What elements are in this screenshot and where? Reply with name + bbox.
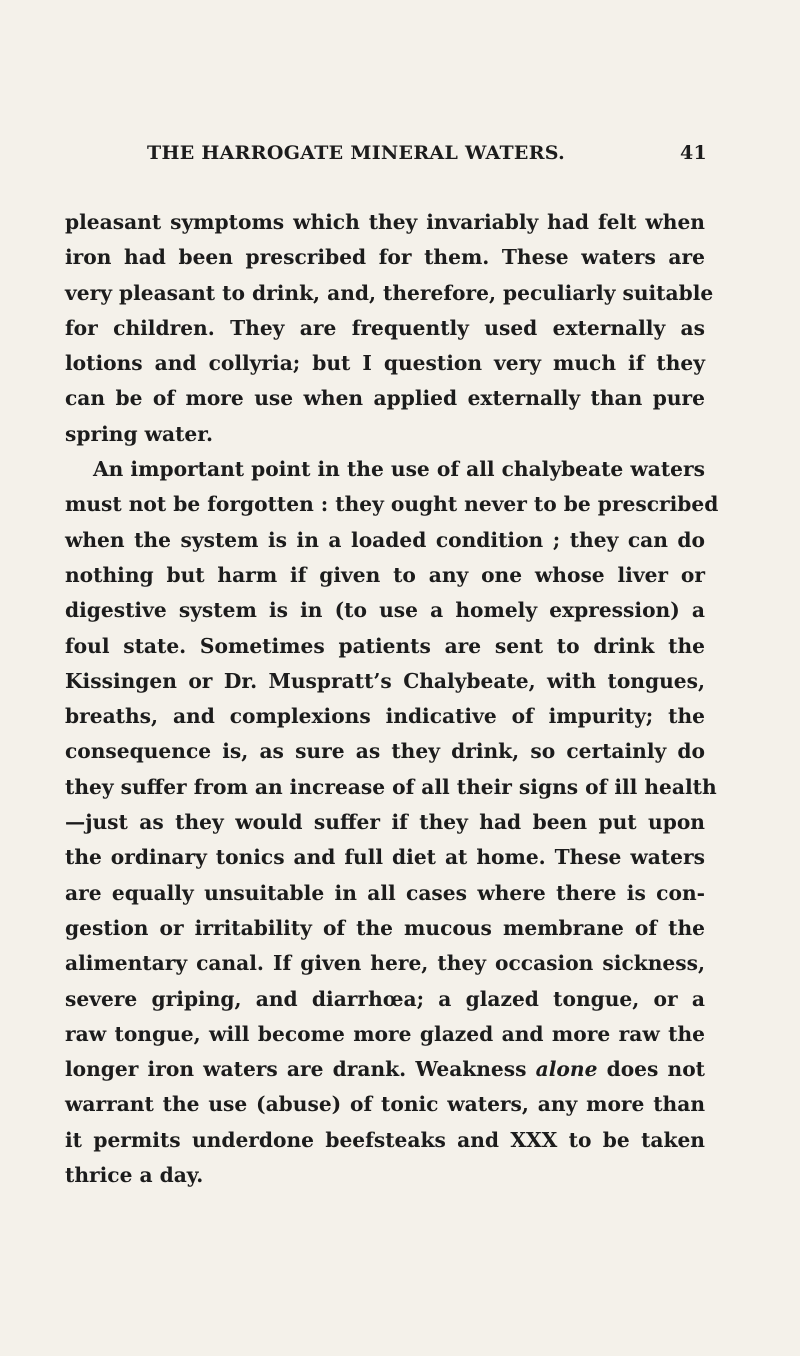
text-line: severe griping, and diarrhœa; a glazed tongue, or a xyxy=(65,986,705,1011)
page-number: 41 xyxy=(679,142,707,164)
text-line xyxy=(65,1052,705,1087)
text-line: foul state. Sometimes patients are sent to drink the xyxy=(65,633,705,658)
text-line: alimentary canal. If given here, they occasion sickness, xyxy=(65,951,705,976)
text-line: they suffer from an increase of all their signs of ill health xyxy=(65,774,717,799)
page-header xyxy=(147,142,707,172)
text-line: for children. They are frequently used externally as xyxy=(65,315,705,340)
text-line: must not be forgotten : they ought never to be prescribed xyxy=(65,492,719,517)
text-line: thrice a day. xyxy=(65,1163,204,1188)
text-line: —just as they would suffer if they had been put upon xyxy=(65,810,705,835)
text-line: pleasant symptoms which they invariably had felt when xyxy=(65,210,705,234)
text-line: it permits underdone beefsteaks and XXX to be taken xyxy=(65,1127,705,1152)
text-line: warrant the use (abuse) of tonic waters, any more than xyxy=(65,1092,705,1117)
italic-word: alone xyxy=(535,1057,598,1082)
text-line: breaths, and complexions indicative of impurity; the xyxy=(65,704,705,729)
text-line: very pleasant to drink, and, therefore, peculiarly suitable xyxy=(65,280,714,305)
text-line: gestion or irritability of the mucous membrane of the xyxy=(65,915,705,940)
text-line: when the system is in a loaded condition ; they can do xyxy=(65,527,705,552)
body-text xyxy=(65,205,719,1193)
text-line: spring water. xyxy=(65,421,214,446)
text-line: Kissingen or Dr. Muspratt’s Chalybeate, with tongues, xyxy=(65,668,705,693)
text-line: consequence is, as sure as they drink, so certainly do xyxy=(65,739,705,764)
text-line: An important point in the use of all chalybeate waters xyxy=(93,457,705,482)
text-line: can be of more use when applied externally than pure xyxy=(65,386,705,411)
text-line: digestive system is in (to use a homely expression) a xyxy=(65,598,705,623)
text-line: raw tongue, will become more glazed and more raw the xyxy=(65,1021,705,1046)
text-segment: longer iron waters are drank. Weakness xyxy=(65,1057,527,1082)
running-title: THE HARROGATE MINERAL WATERS. xyxy=(147,142,566,164)
text-line: lotions and collyria; but I question very much if they xyxy=(65,351,705,376)
text-segment: does not xyxy=(606,1057,705,1082)
text-line: iron had been prescribed for them. These waters are xyxy=(65,245,705,270)
text-line: the ordinary tonics and full diet at home. These waters xyxy=(65,845,705,870)
text-line: are equally unsuitable in all cases where there is con- xyxy=(65,880,705,905)
text-line: nothing but harm if given to any one whose liver or xyxy=(65,562,705,587)
